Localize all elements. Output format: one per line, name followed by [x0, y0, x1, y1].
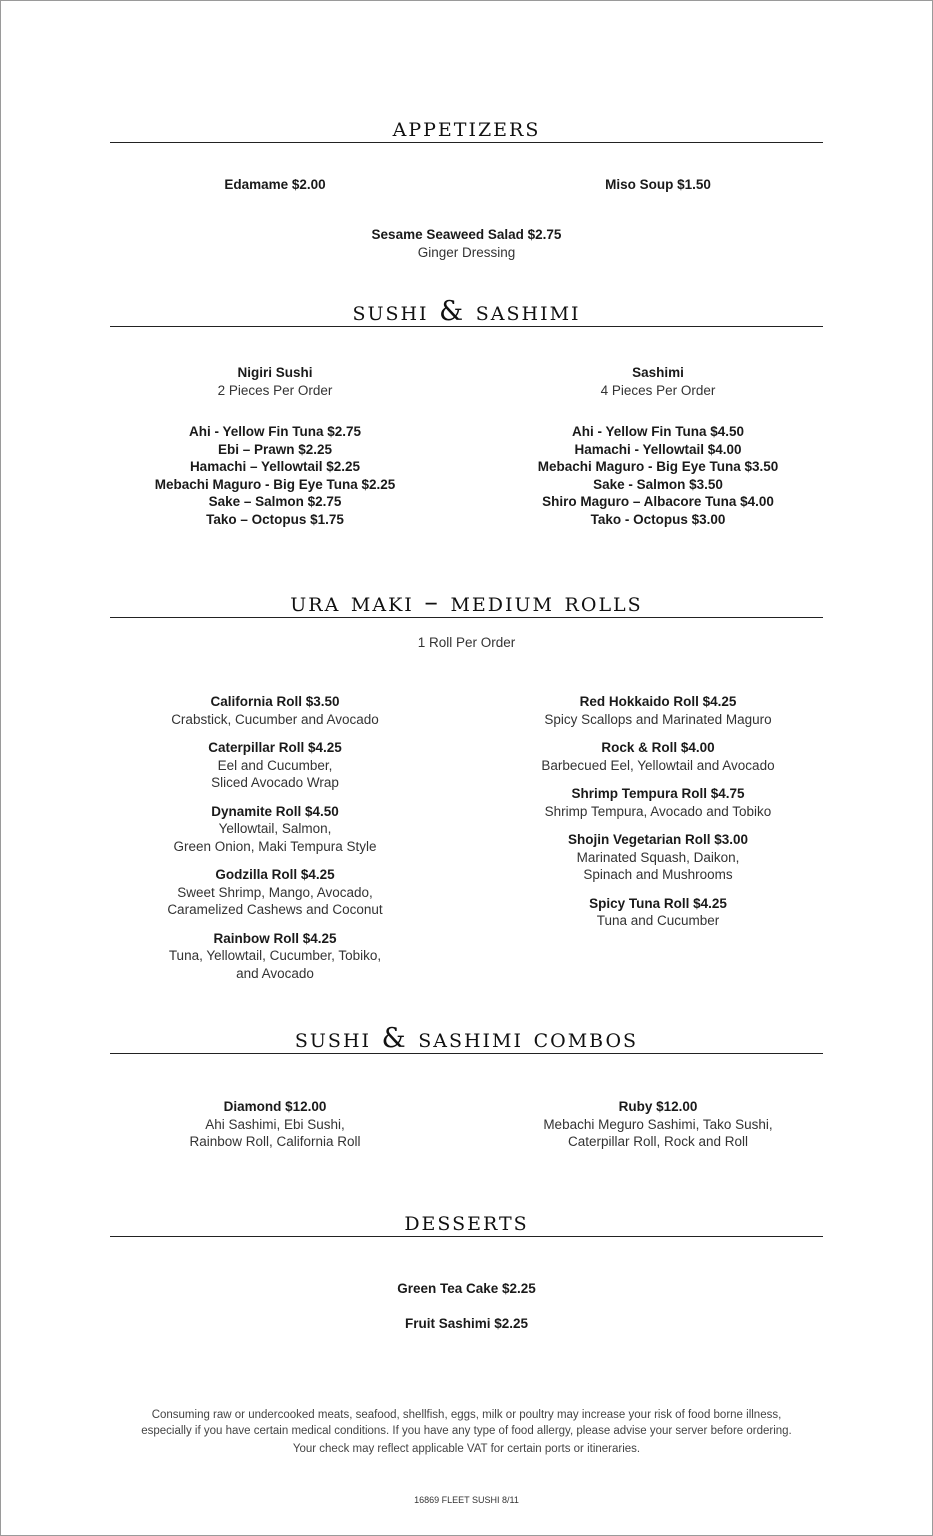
list-item: Mebachi Maguro - Big Eye Tuna $3.50: [537, 459, 779, 474]
menu-item-seaweed-salad: [110, 226, 823, 261]
item-name: Rock & Roll $4.00: [601, 740, 715, 755]
list-item: Sake - Salmon $3.50: [593, 476, 723, 492]
rolls-rule: [110, 617, 823, 618]
menu-code: 16869 FLEET SUSHI 8/11: [414, 1495, 519, 1505]
item-name: Caterpillar Roll $4.25: [208, 740, 342, 755]
list-item: Sake – Salmon $2.75: [208, 494, 342, 509]
menu-item-fruit-sashimi: Fruit Sashimi $2.25: [404, 1316, 529, 1331]
list-item: Ahi - Yellow Fin Tuna $4.50: [571, 424, 745, 439]
item-desc: Eel and Cucumber,: [217, 757, 333, 773]
list-item: Hamachi - Yellowtail $4.00: [574, 441, 742, 457]
list-item: [478, 895, 838, 930]
disclaimer-line: Consuming raw or undercooked meats, seafood, shellfish, eggs, milk or poultry may increase your risk of food borne illness,: [151, 1409, 782, 1421]
appetizers-rule: [110, 142, 823, 143]
appetizers-title: appetizers: [392, 112, 541, 143]
item-desc: Sliced Avocado Wrap: [211, 775, 339, 790]
sushi-sashimi-title: sushi & sashimi: [352, 296, 581, 327]
disclaimer-line: especially if you have certain medical conditions. If you have any type of food allergy, please advise your server before ordering.: [141, 1425, 792, 1437]
combos-rule: [110, 1053, 823, 1054]
item-desc: Marinated Squash, Daikon,: [576, 849, 740, 865]
menu-item-miso-soup: Miso Soup $1.50: [605, 177, 711, 192]
list-item: Ahi - Yellow Fin Tuna $2.75: [188, 424, 362, 439]
list-item: [95, 693, 455, 728]
desserts-title: desserts: [404, 1206, 529, 1237]
menu-item-edamame: Edamame $2.00: [224, 177, 326, 192]
combo-diamond: [95, 1098, 455, 1151]
rolls-subheading: 1 Roll Per Order: [417, 635, 516, 650]
rolls-left-column: [95, 693, 455, 993]
item-desc: Tuna, Yellowtail, Cucumber, Tobiko,: [168, 948, 382, 963]
combos-title: sushi & sashimi combos: [294, 1023, 639, 1054]
item-desc: Crabstick, Cucumber and Avocado: [171, 711, 379, 727]
item-desc: Sweet Shrimp, Mango, Avocado,: [177, 884, 373, 900]
menu-item-green-tea-cake: Green Tea Cake $2.25: [397, 1281, 536, 1296]
sashimi-column: [478, 364, 838, 528]
nigiri-column: [95, 364, 455, 528]
vat-notice: Your check may reflect applicable VAT for certain ports or itineraries.: [292, 1443, 641, 1455]
sushi-sashimi-rule: [110, 326, 823, 327]
item-name: Diamond $12.00: [223, 1099, 327, 1114]
list-item: [95, 803, 455, 856]
list-item: Tako - Octopus $3.00: [590, 511, 726, 527]
sashimi-heading: Sashimi: [632, 365, 684, 380]
item-name: California Roll $3.50: [210, 694, 340, 709]
item-name: Rainbow Roll $4.25: [213, 930, 337, 946]
item-name: Shrimp Tempura Roll $4.75: [571, 786, 745, 801]
rolls-right-column: [478, 693, 838, 941]
item-desc: Rainbow Roll, California Roll: [189, 1134, 361, 1149]
sashimi-subheading: 4 Pieces Per Order: [600, 382, 716, 398]
item-name: Sesame Seaweed Salad $2.75: [371, 227, 562, 242]
list-item: [478, 693, 838, 728]
item-desc: Green Onion, Maki Tempura Style: [173, 838, 377, 854]
item-desc: Barbecued Eel, Yellowtail and Avocado: [541, 757, 775, 773]
item-desc: Caterpillar Roll, Rock and Roll: [567, 1134, 749, 1149]
list-item: Ebi – Prawn $2.25: [217, 441, 333, 457]
item-desc: Spicy Scallops and Marinated Maguro: [544, 711, 772, 727]
list-item: [95, 866, 455, 919]
nigiri-subheading: 2 Pieces Per Order: [217, 382, 333, 398]
item-desc: Spinach and Mushrooms: [583, 867, 733, 882]
list-item: [478, 831, 838, 884]
item-desc: Tuna and Cucumber: [596, 913, 720, 928]
item-name: Spicy Tuna Roll $4.25: [589, 895, 727, 911]
nigiri-heading: Nigiri Sushi: [237, 365, 313, 380]
list-item: Shiro Maguro – Albacore Tuna $4.00: [542, 494, 774, 509]
item-name: Red Hokkaido Roll $4.25: [579, 694, 737, 709]
combo-ruby: [478, 1098, 838, 1151]
item-desc: Ginger Dressing: [417, 244, 516, 260]
desserts-rule: [110, 1236, 823, 1237]
list-item: [478, 739, 838, 774]
rolls-title: ura maki – medium rolls: [290, 587, 643, 618]
list-item: [95, 930, 455, 983]
list-item: [95, 739, 455, 792]
item-name: Dynamite Roll $4.50: [211, 803, 339, 819]
list-item: [478, 785, 838, 820]
item-name: Shojin Vegetarian Roll $3.00: [567, 832, 749, 847]
list-item: Hamachi – Yellowtail $2.25: [189, 459, 361, 474]
item-desc: Yellowtail, Salmon,: [218, 821, 332, 836]
list-item: Mebachi Maguro - Big Eye Tuna $2.25: [154, 476, 396, 492]
item-desc: and Avocado: [236, 965, 314, 981]
allergy-disclaimer: [40, 1407, 893, 1457]
item-desc: Caramelized Cashews and Coconut: [167, 902, 383, 917]
item-desc: Shrimp Tempura, Avocado and Tobiko: [544, 803, 772, 819]
item-desc: Mebachi Meguro Sashimi, Tako Sushi,: [543, 1116, 773, 1132]
item-name: Ruby $12.00: [618, 1099, 698, 1114]
list-item: Tako – Octopus $1.75: [206, 511, 344, 527]
item-desc: Ahi Sashimi, Ebi Sushi,: [205, 1116, 345, 1132]
item-name: Godzilla Roll $4.25: [215, 867, 335, 882]
